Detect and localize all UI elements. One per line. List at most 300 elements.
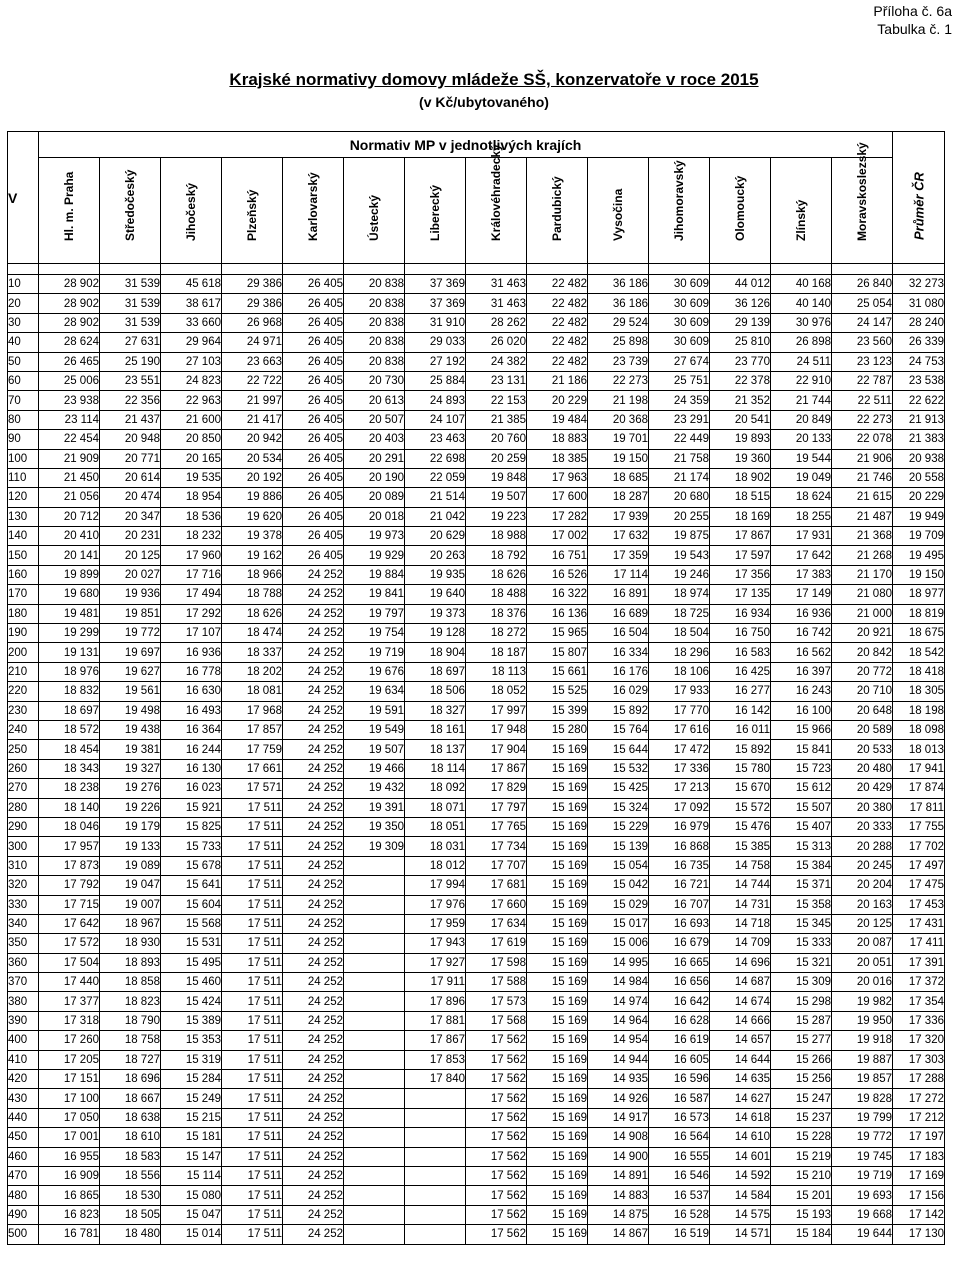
value-cell: 17 562 (466, 1031, 527, 1050)
value-cell (405, 1186, 466, 1205)
value-cell: 24 252 (283, 759, 344, 778)
value-cell: 17 562 (466, 1166, 527, 1185)
value-cell: 16 936 (161, 643, 222, 662)
value-cell: 29 964 (161, 333, 222, 352)
value-cell: 17 336 (893, 1011, 945, 1030)
value-cell: 17 453 (893, 895, 945, 914)
value-cell: 17 562 (466, 1205, 527, 1224)
table-row (8, 565, 945, 584)
value-cell: 15 169 (527, 856, 588, 875)
value-cell: 20 710 (832, 682, 893, 701)
value-cell: 17 001 (39, 1128, 100, 1147)
value-cell: 31 910 (405, 313, 466, 332)
value-cell: 29 524 (588, 313, 649, 332)
value-cell: 21 352 (710, 391, 771, 410)
capacity-cell: 220 (8, 682, 39, 701)
capacity-cell: 300 (8, 837, 39, 856)
value-cell: 16 546 (649, 1166, 710, 1185)
value-cell: 16 750 (710, 624, 771, 643)
value-cell: 14 944 (588, 1050, 649, 1069)
value-cell: 20 838 (344, 294, 405, 313)
value-cell: 19 350 (344, 817, 405, 836)
value-cell: 24 252 (283, 740, 344, 759)
value-cell: 29 386 (222, 294, 283, 313)
value-cell: 17 511 (222, 1011, 283, 1030)
value-cell: 15 169 (527, 817, 588, 836)
value-cell (405, 1108, 466, 1127)
value-cell: 24 252 (283, 662, 344, 681)
value-cell: 15 029 (588, 895, 649, 914)
capacity-cell: 240 (8, 720, 39, 739)
value-cell: 22 787 (832, 371, 893, 390)
value-cell: 16 891 (588, 585, 649, 604)
value-cell: 21 170 (832, 565, 893, 584)
value-cell: 15 215 (161, 1108, 222, 1127)
capacity-cell: 400 (8, 1031, 39, 1050)
value-cell: 19 484 (527, 410, 588, 429)
value-cell: 21 487 (832, 507, 893, 526)
value-cell: 19 772 (100, 624, 161, 643)
value-cell: 22 378 (710, 371, 771, 390)
value-cell: 21 368 (832, 527, 893, 546)
capacity-cell: 450 (8, 1128, 39, 1147)
value-cell: 26 339 (893, 333, 945, 352)
value-cell: 14 758 (710, 856, 771, 875)
value-cell: 17 797 (466, 798, 527, 817)
value-cell: 18 488 (466, 585, 527, 604)
table-row (8, 1089, 945, 1108)
value-cell: 17 598 (466, 953, 527, 972)
value-cell: 21 174 (649, 468, 710, 487)
value-cell: 18 092 (405, 779, 466, 798)
value-cell: 18 305 (893, 682, 945, 701)
value-cell: 14 867 (588, 1225, 649, 1244)
value-cell: 19 049 (771, 468, 832, 487)
value-cell: 17 130 (893, 1225, 945, 1244)
value-cell: 15 780 (710, 759, 771, 778)
value-cell: 16 865 (39, 1186, 100, 1205)
value-cell: 20 507 (344, 410, 405, 429)
value-cell: 19 299 (39, 624, 100, 643)
value-cell: 16 142 (710, 701, 771, 720)
value-cell: 14 592 (710, 1166, 771, 1185)
column-header: Plzeňský (222, 158, 283, 264)
value-cell: 15 249 (161, 1089, 222, 1108)
value-cell: 15 169 (527, 1166, 588, 1185)
value-cell: 17 896 (405, 992, 466, 1011)
value-cell: 17 792 (39, 876, 100, 895)
value-cell: 18 583 (100, 1147, 161, 1166)
value-cell: 17 318 (39, 1011, 100, 1030)
value-cell: 18 696 (100, 1070, 161, 1089)
value-cell: 20 850 (161, 430, 222, 449)
value-cell: 22 622 (893, 391, 945, 410)
column-header: Zlínský (771, 158, 832, 264)
value-cell: 16 029 (588, 682, 649, 701)
value-cell: 17 811 (893, 798, 945, 817)
value-cell: 15 139 (588, 837, 649, 856)
capacity-cell: 30 (8, 313, 39, 332)
value-cell: 20 288 (832, 837, 893, 856)
value-cell: 18 343 (39, 759, 100, 778)
value-cell: 19 561 (100, 682, 161, 701)
value-cell (344, 953, 405, 972)
value-cell: 17 320 (893, 1031, 945, 1050)
value-cell: 24 893 (405, 391, 466, 410)
table-row (8, 992, 945, 1011)
value-cell: 20 245 (832, 856, 893, 875)
value-cell: 17 372 (893, 973, 945, 992)
capacity-cell: 230 (8, 701, 39, 720)
value-cell: 18 930 (100, 934, 161, 953)
value-cell: 17 169 (893, 1166, 945, 1185)
value-cell: 17 707 (466, 856, 527, 875)
capacity-cell: 430 (8, 1089, 39, 1108)
value-cell: 15 678 (161, 856, 222, 875)
value-cell: 20 231 (100, 527, 161, 546)
value-cell: 20 771 (100, 449, 161, 468)
value-cell: 17 494 (161, 585, 222, 604)
value-cell: 20 380 (832, 798, 893, 817)
value-cell: 18 140 (39, 798, 100, 817)
value-cell: 26 405 (283, 507, 344, 526)
value-cell: 18 976 (39, 662, 100, 681)
value-cell: 16 751 (527, 546, 588, 565)
value-cell: 18 819 (893, 604, 945, 623)
value-cell: 37 369 (405, 294, 466, 313)
capacity-cell: 130 (8, 507, 39, 526)
value-cell: 20 410 (39, 527, 100, 546)
value-cell: 19 644 (832, 1225, 893, 1244)
value-cell: 17 511 (222, 1147, 283, 1166)
value-cell: 18 081 (222, 682, 283, 701)
value-cell: 19 848 (466, 468, 527, 487)
value-cell: 17 511 (222, 1089, 283, 1108)
value-cell: 16 778 (161, 662, 222, 681)
value-cell: 22 910 (771, 371, 832, 390)
value-cell: 20 027 (100, 565, 161, 584)
value-cell: 15 169 (527, 837, 588, 856)
value-cell: 15 169 (527, 1147, 588, 1166)
value-cell: 28 902 (39, 313, 100, 332)
capacity-cell: 110 (8, 468, 39, 487)
value-cell: 20 730 (344, 371, 405, 390)
value-cell: 20 165 (161, 449, 222, 468)
value-cell: 15 169 (527, 779, 588, 798)
value-cell: 14 601 (710, 1147, 771, 1166)
value-cell: 15 572 (710, 798, 771, 817)
value-cell: 22 482 (527, 275, 588, 294)
value-cell: 19 544 (771, 449, 832, 468)
value-cell: 17 716 (161, 565, 222, 584)
value-cell: 18 169 (710, 507, 771, 526)
value-cell: 17 142 (893, 1205, 945, 1224)
value-cell: 15 169 (527, 759, 588, 778)
table-row (8, 914, 945, 933)
table-row (8, 798, 945, 817)
value-cell: 16 564 (649, 1128, 710, 1147)
value-cell: 31 463 (466, 294, 527, 313)
value-cell: 14 709 (710, 934, 771, 953)
value-cell: 18 967 (100, 914, 161, 933)
value-cell: 31 463 (466, 275, 527, 294)
value-cell (344, 1089, 405, 1108)
value-cell: 15 612 (771, 779, 832, 798)
value-cell: 21 268 (832, 546, 893, 565)
value-cell: 19 507 (466, 488, 527, 507)
value-cell: 18 883 (527, 430, 588, 449)
value-cell: 17 383 (771, 565, 832, 584)
value-cell: 17 715 (39, 895, 100, 914)
value-cell: 24 252 (283, 1128, 344, 1147)
value-cell: 17 156 (893, 1186, 945, 1205)
value-cell: 14 908 (588, 1128, 649, 1147)
value-cell: 17 957 (39, 837, 100, 856)
value-cell: 17 911 (405, 973, 466, 992)
value-cell: 17 411 (893, 934, 945, 953)
value-cell: 17 303 (893, 1050, 945, 1069)
value-cell: 45 618 (161, 275, 222, 294)
value-cell: 16 689 (588, 604, 649, 623)
value-cell: 27 103 (161, 352, 222, 371)
capacity-cell: 290 (8, 817, 39, 836)
value-cell: 16 735 (649, 856, 710, 875)
value-cell: 21 385 (466, 410, 527, 429)
value-cell: 18 474 (222, 624, 283, 643)
value-cell: 15 181 (161, 1128, 222, 1147)
header-spacer (8, 264, 945, 275)
capacity-cell: 340 (8, 914, 39, 933)
value-cell: 17 960 (161, 546, 222, 565)
value-cell: 20 347 (100, 507, 161, 526)
value-cell: 19 498 (100, 701, 161, 720)
value-cell: 15 169 (527, 1031, 588, 1050)
value-cell: 16 244 (161, 740, 222, 759)
value-cell: 16 397 (771, 662, 832, 681)
value-cell: 24 252 (283, 1031, 344, 1050)
value-cell: 18 685 (588, 468, 649, 487)
value-cell: 16 587 (649, 1089, 710, 1108)
value-cell: 19 693 (832, 1186, 893, 1205)
table-row (8, 449, 945, 468)
capacity-cell: 250 (8, 740, 39, 759)
value-cell: 14 891 (588, 1166, 649, 1185)
value-cell: 19 935 (405, 565, 466, 584)
value-cell: 18 505 (100, 1205, 161, 1224)
value-cell: 20 016 (832, 973, 893, 992)
value-cell: 15 169 (527, 992, 588, 1011)
value-cell: 17 759 (222, 740, 283, 759)
value-cell: 17 511 (222, 1225, 283, 1244)
value-cell: 17 511 (222, 1128, 283, 1147)
value-cell: 18 626 (222, 604, 283, 623)
value-cell: 20 229 (893, 488, 945, 507)
value-cell: 16 823 (39, 1205, 100, 1224)
value-cell: 17 511 (222, 992, 283, 1011)
value-cell: 23 663 (222, 352, 283, 371)
value-cell: 16 011 (710, 720, 771, 739)
value-cell: 15 319 (161, 1050, 222, 1069)
value-cell (405, 1128, 466, 1147)
value-cell: 23 938 (39, 391, 100, 410)
value-cell: 22 698 (405, 449, 466, 468)
value-cell: 24 252 (283, 856, 344, 875)
column-header: Karlovarský (283, 158, 344, 264)
value-cell (344, 914, 405, 933)
table-row (8, 410, 945, 429)
value-cell: 20 263 (405, 546, 466, 565)
value-cell: 20 921 (832, 624, 893, 643)
value-cell: 22 482 (527, 313, 588, 332)
value-cell: 15 147 (161, 1147, 222, 1166)
capacity-cell: 470 (8, 1166, 39, 1185)
value-cell: 26 405 (283, 294, 344, 313)
value-cell: 24 252 (283, 1011, 344, 1030)
value-cell: 18 385 (527, 449, 588, 468)
value-cell: 20 842 (832, 643, 893, 662)
column-header: Vysočina (588, 158, 649, 264)
value-cell: 15 169 (527, 876, 588, 895)
value-cell: 16 528 (649, 1205, 710, 1224)
table-number-label: Tabulka č. 1 (877, 21, 952, 37)
value-cell: 27 674 (649, 352, 710, 371)
value-cell: 19 481 (39, 604, 100, 623)
capacity-cell: 360 (8, 953, 39, 972)
capacity-cell: 170 (8, 585, 39, 604)
value-cell: 17 588 (466, 973, 527, 992)
capacity-cell: 260 (8, 759, 39, 778)
value-cell: 15 353 (161, 1031, 222, 1050)
column-header: Jihomoravský (649, 158, 710, 264)
value-cell: 14 618 (710, 1108, 771, 1127)
value-cell: 17 857 (222, 720, 283, 739)
value-cell: 17 511 (222, 914, 283, 933)
value-cell: 17 511 (222, 876, 283, 895)
value-cell: 22 511 (832, 391, 893, 410)
value-cell: 19 150 (588, 449, 649, 468)
value-cell: 20 125 (100, 546, 161, 565)
value-cell: 37 369 (405, 275, 466, 294)
value-cell: 14 674 (710, 992, 771, 1011)
value-cell: 19 438 (100, 720, 161, 739)
value-cell: 17 632 (588, 527, 649, 546)
value-cell: 19 719 (344, 643, 405, 662)
value-cell: 24 252 (283, 1186, 344, 1205)
table-row (8, 313, 945, 332)
value-cell: 24 252 (283, 1147, 344, 1166)
value-cell: 24 252 (283, 1070, 344, 1089)
value-cell: 14 610 (710, 1128, 771, 1147)
value-cell: 15 169 (527, 1186, 588, 1205)
value-cell: 18 113 (466, 662, 527, 681)
value-cell: 24 252 (283, 643, 344, 662)
value-cell: 32 273 (893, 275, 945, 294)
value-cell: 15 169 (527, 973, 588, 992)
value-cell: 22 482 (527, 352, 588, 371)
capacity-cell: 210 (8, 662, 39, 681)
value-cell: 15 169 (527, 1128, 588, 1147)
value-cell: 36 186 (588, 294, 649, 313)
value-cell: 26 405 (283, 527, 344, 546)
value-cell: 16 364 (161, 720, 222, 739)
value-cell: 28 240 (893, 313, 945, 332)
value-cell: 31 539 (100, 294, 161, 313)
value-cell: 21 198 (588, 391, 649, 410)
value-cell: 15 333 (771, 934, 832, 953)
value-cell: 15 313 (771, 837, 832, 856)
value-cell: 21 913 (893, 410, 945, 429)
value-cell: 16 537 (649, 1186, 710, 1205)
value-cell: 15 661 (527, 662, 588, 681)
value-cell: 20 533 (832, 740, 893, 759)
value-cell: 19 697 (100, 643, 161, 662)
value-cell: 18 198 (893, 701, 945, 720)
value-cell: 17 562 (466, 1089, 527, 1108)
value-cell: 15 507 (771, 798, 832, 817)
value-cell: 20 333 (832, 817, 893, 836)
table-row (8, 624, 945, 643)
value-cell (344, 1205, 405, 1224)
value-cell: 15 495 (161, 953, 222, 972)
value-cell: 14 984 (588, 973, 649, 992)
table-row (8, 856, 945, 875)
value-cell: 17 927 (405, 953, 466, 972)
value-cell: 19 150 (893, 565, 945, 584)
table-row (8, 720, 945, 739)
value-cell: 17 107 (161, 624, 222, 643)
value-cell: 31 080 (893, 294, 945, 313)
value-cell: 24 252 (283, 1089, 344, 1108)
value-cell: 18 727 (100, 1050, 161, 1069)
value-cell: 18 506 (405, 682, 466, 701)
value-cell: 23 291 (649, 410, 710, 429)
value-cell: 18 977 (893, 585, 945, 604)
value-cell: 19 918 (832, 1031, 893, 1050)
table-row (8, 1031, 945, 1050)
value-cell: 17 562 (466, 1128, 527, 1147)
value-cell: 30 609 (649, 294, 710, 313)
value-cell: 17 562 (466, 1225, 527, 1244)
value-cell: 15 531 (161, 934, 222, 953)
value-cell: 17 472 (649, 740, 710, 759)
value-cell: 25 884 (405, 371, 466, 390)
value-cell: 17 511 (222, 973, 283, 992)
value-cell: 16 130 (161, 759, 222, 778)
value-cell: 15 641 (161, 876, 222, 895)
value-cell: 16 493 (161, 701, 222, 720)
value-cell: 18 137 (405, 740, 466, 759)
value-cell: 17 867 (710, 527, 771, 546)
value-cell: 26 405 (283, 352, 344, 371)
value-cell: 15 644 (588, 740, 649, 759)
table-row (8, 527, 945, 546)
value-cell: 17 931 (771, 527, 832, 546)
value-cell: 15 054 (588, 856, 649, 875)
table-row (8, 895, 945, 914)
value-cell: 25 898 (588, 333, 649, 352)
value-cell: 16 721 (649, 876, 710, 895)
value-cell (405, 1205, 466, 1224)
value-cell: 19 089 (100, 856, 161, 875)
value-cell: 23 131 (466, 371, 527, 390)
value-cell: 22 454 (39, 430, 100, 449)
value-cell: 19 466 (344, 759, 405, 778)
value-cell: 20 403 (344, 430, 405, 449)
value-cell: 17 511 (222, 856, 283, 875)
value-cell: 15 399 (527, 701, 588, 720)
value-cell: 18 071 (405, 798, 466, 817)
value-cell: 15 169 (527, 740, 588, 759)
